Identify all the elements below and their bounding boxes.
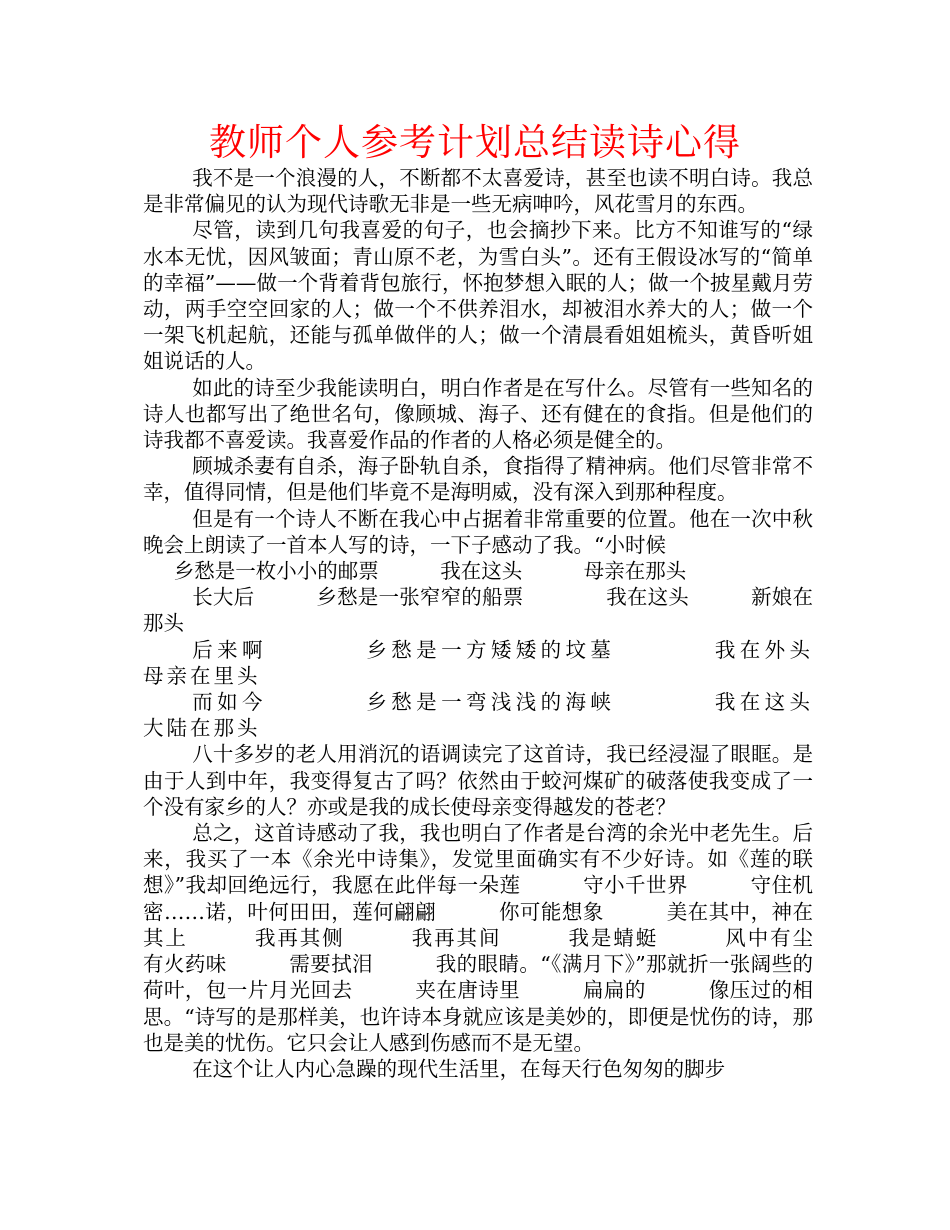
paragraph: 如此的诗至少我能读明白，明白作者是在写什么。尽管有一些知名的诗人也都写出了绝世名句，像顾城、海子、还有健在的食指。但是他们的诗我都不喜爱读。我喜爱作品的作者的人格必须是健全的。 [143,375,813,453]
paragraph: 尽管，读到几句我喜爱的句子，也会摘抄下来。比方不知谁写的“绿水本无忧，因风皱面；青山原不老，为雪白头”。还有王假设冰写的“简单的幸福”——做一个背着背包旅行，怀抱梦想入眠的人；做一个披星戴月劳动，两手空空回家的人；做一个不供养泪水，却被泪水养大的人；做一个一架飞机起航，还能与孤单做伴的人；做一个清晨看姐姐梳头，黄昏听姐姐说话的人。 [143,218,813,374]
poem-line: 而如今 乡愁是一弯浅浅的海峡 我在这头 大陆在那头 [143,690,884,741]
paragraph: 总之，这首诗感动了我，我也明白了作者是台湾的余光中老先生。后来，我买了一本《余光中诗集》，发觉里面确实有不少好诗。如《莲的联想》”我却回绝远行，我愿在此伴每一朵莲 守小千世界 守住机密……诺，叶何田田，莲何翩翩 你可能想象 美在其中，神在其上 我再其侧 我再其间 我是蜻蜓 风中有尘 有火药味 需要拭泪 我的眼睛。“《满月下》”那就折一张阔些的荷叶，包一片月光回去 夹在唐诗里 扁扁的 像压过的相思。“诗写的是那样美，也许诗本身就应该是美妙的，即便是忧伤的诗，那也是美的忧伤。它只会让人感到伤感而不是无望。 [143,821,875,1055]
poem-line: 乡愁是一枚小小的邮票 我在这头 母亲在那头 [173,559,687,584]
paragraph: 在这个让人内心急躁的现代生活里，在每天行色匆匆的脚步 [192,1056,726,1081]
document-body [143,165,884,1082]
poem-line: 后来啊 乡愁是一方矮矮的坟墓 我在外头 母亲在里头 [143,637,884,688]
document-title: 教师个人参考计划总结读诗心得 [209,121,741,164]
paragraph: 我不是一个浪漫的人，不断都不太喜爱诗，甚至也读不明白诗。我总是非常偏见的认为现代诗歌无非是一些无病呻吟，风花雪月的东西。 [143,166,813,217]
paragraph: 八十多岁的老人用消沉的语调读完了这首诗，我已经浸湿了眼眶。是由于人到中年，我变得复古了吗？依然由于蛟河煤矿的破落使我变成了一个没有家乡的人？亦或是我的成长使母亲变得越发的苍老？ [143,742,813,819]
poem-line: 长大后 乡愁是一张窄窄的船票 我在这头 新娘在那头 [143,585,813,636]
paragraph: 顾城杀妻有自杀，海子卧轨自杀，食指得了精神病。他们尽管非常不幸，值得同情，但是他们毕竟不是海明威，没有深入到那种程度。 [143,454,813,505]
paragraph: 但是有一个诗人不断在我心中占据着非常重要的位置。他在一次中秋晚会上朗读了一首本人写的诗，一下子感动了我。“小时候 [143,506,813,557]
